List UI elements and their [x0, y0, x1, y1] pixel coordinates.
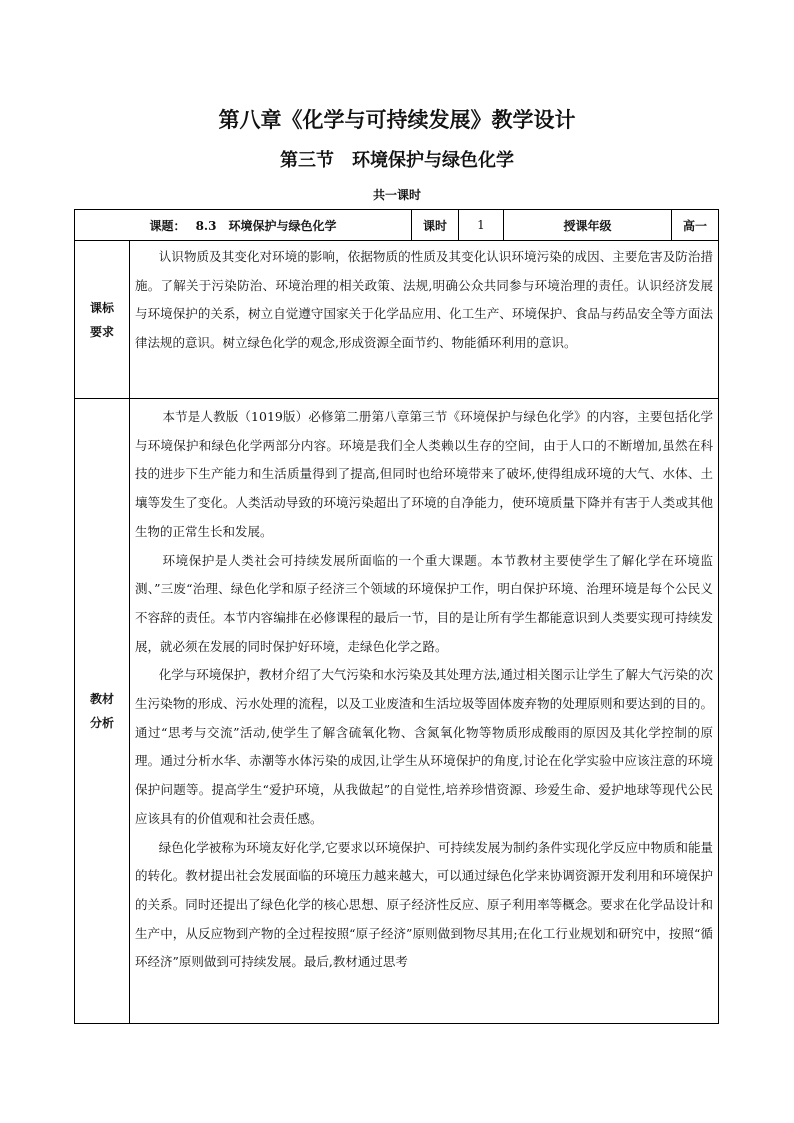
curriculum-content	[130, 241, 719, 399]
section-title: 第三节 环境保护与绿色化学	[280, 150, 514, 171]
analysis-paragraph: 绿色化学被称为环境友好化学,它要求以环境保护、可持续发展为制约条件实现化学反应中物质和能量的转化。教材提出社会发展面临的环境压力越来越大，可以通过绿色化学来协调资源开发利用和环境保护的关系。同时还提出了绿色化学的核心思想、原子经济性反应、原子利用率等概念。要求在化学品设计和生产中，从反应物到产物的全过程按照“原子经济”原则做到物尽其用;在化工行业规划和研究中，按照“循环经济”原则做到可持续发展。最后,教材通过思考	[135, 839, 713, 970]
analysis-paragraph: 化学与环境保护，教材介绍了大气污染和水污染及其处理方法,通过相关图示让学生了解大气污染的次生污染物的形成、污水处理的流程，以及工业废渣和生活垃圾等固体废弃物的处理原则和要达到的目的。通过“思考与交流”活动,使学生了解含硫氧化物、含氮氧化物等物质形成酸雨的原因及其化学控制的原理。通过分析水华、赤潮等水体污染的成因,让学生从环境保护的角度,讨论在化学实验中应该注意的环境保护问题等。提高学生“爱护环境，从我做起”的自觉性,培养珍惜资源、珍爱生命、爱护地球等现代公民应该具有的价值观和社会责任感。	[135, 667, 713, 826]
topic-value: 8.3 环境保护与绿色化学	[195, 218, 337, 233]
hours-value: 1	[459, 210, 504, 241]
curriculum-row	[75, 241, 719, 399]
topic-cell	[75, 210, 412, 241]
analysis-paragraph: 环境保护是人类社会可持续发展所面临的一个重大课题。本节教材主要使学生了解化学在环境监测、”三废“治理、绿色化学和原子经济三个领域的环境保护工作，明白保护环境、治理环境是每个公民义不容辞的责任。本节内容编排在必修课程的最后一节，目的是让所有学生都能意识到人类要实现可持续发展，就必须在发展的同时保护好环境，走绿色化学之路。	[135, 552, 713, 654]
hours-label: 课时	[412, 210, 459, 241]
analysis-content	[130, 399, 719, 1024]
grade-value: 高一	[672, 210, 719, 241]
header-row	[75, 210, 719, 241]
document-title: 第八章《化学与可持续发展》教学设计	[218, 107, 576, 132]
topic-label: 课题：	[149, 218, 186, 233]
analysis-paragraph: 本节是人教版（1019版）必修第二册第八章第三节《环境保护与绿色化学》的内容，主要包括化学与环境保护和绿色化学两部分内容。环境是我们全人类赖以生存的空间，由于人口的不断增加,虽然在科技的进步下生产能力和生活质量得到了提高,但同时也给环境带来了破坏,使得组成环境的大气、水体、土壤等发生了变化。人类活动导致的环境污染超出了环境的自净能力，使环境质量下降并有害于人类或其他生物的正常生长和发展。	[135, 409, 713, 539]
curriculum-label: 课标 要求	[75, 241, 130, 399]
lesson-plan-table	[74, 209, 719, 1024]
curriculum-text: 认识物质及其变化对环境的影响，依据物质的性质及其变化认识环境污染的成因、主要危害及防治措施。了解关于污染防治、环境治理的相关政策、法规,明确公众共同参与环境治理的责任。认识经济发展与环境保护的关系，树立自觉遵守国家关于化学品应用、化工生产、环境保护、食品与药品安全等方面法律法规的意识。树立绿色化学的观念,形成资源全面节约、物能循环利用的意识。	[135, 249, 713, 351]
grade-label: 授课年级	[504, 210, 672, 241]
analysis-row	[75, 399, 719, 1024]
period-note: 共一课时	[372, 188, 421, 202]
analysis-label: 教材 分析	[75, 399, 130, 1024]
